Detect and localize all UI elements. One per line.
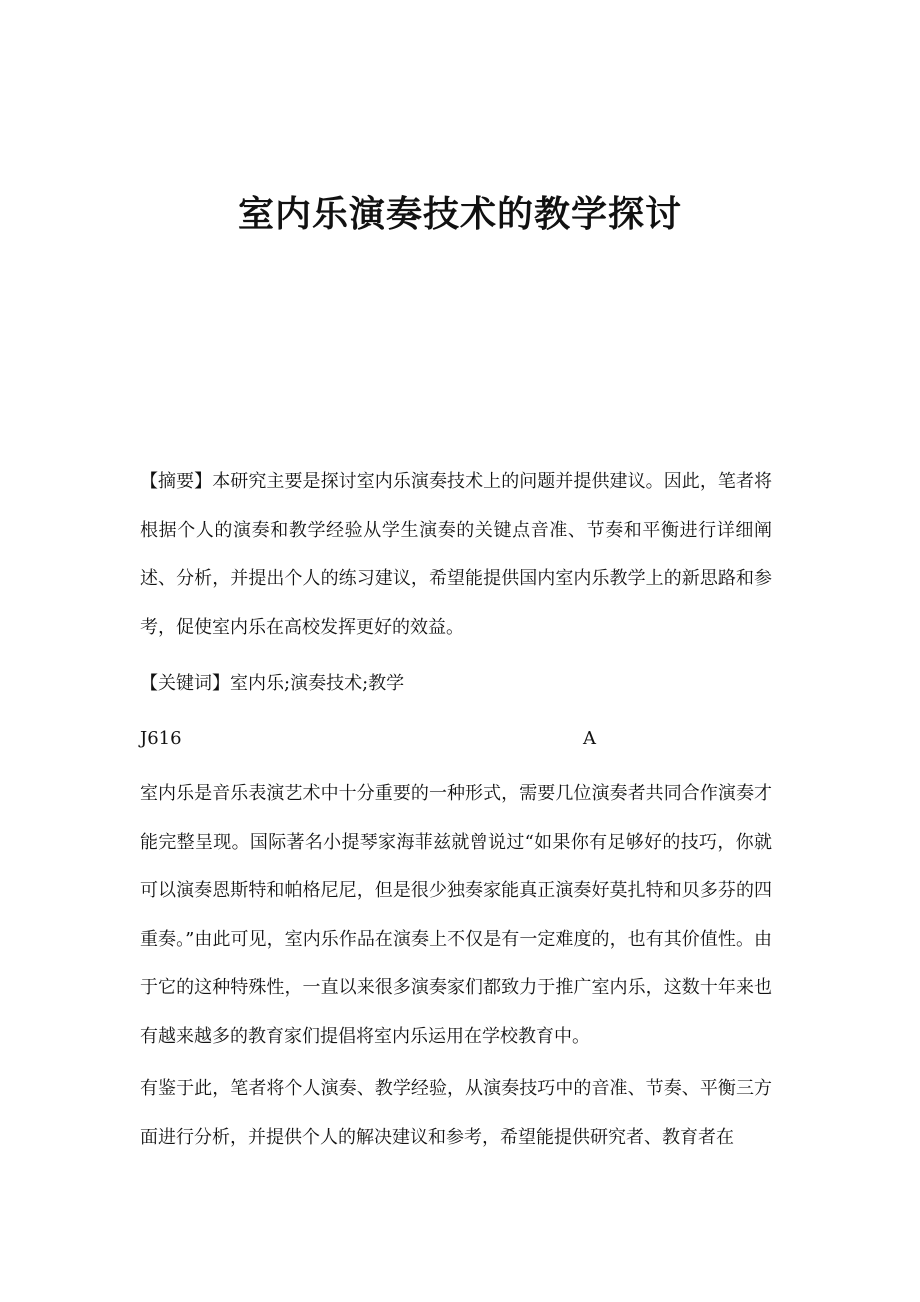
body-paragraph: 室内乐是音乐表演艺术中十分重要的一种形式，需要几位演奏者共同合作演奏才能完整呈现。国际著名小提琴家海菲兹就曾说过“如果你有足够好的技巧，你就可以演奏恩斯特和帕格尼尼，但是很少独奏家能真正演奏好莫扎特和贝多芬的四重奏。”由此可见，室内乐作品在演奏上不仅是有一定难度的，也有其价值性。由于它的这种特殊性，一直以来很多演奏家们都致力于推广室内乐，这数十年来也有越来越多的教育家们提倡将室内乐运用在学校教育中。 (140, 783, 772, 1047)
keywords-text: 室内乐;演奏技术;教学 (230, 673, 405, 694)
abstract-section (140, 458, 772, 652)
clc-number: J616 (140, 728, 182, 749)
body-paragraph: 有鉴于此，笔者将个人演奏、教学经验，从演奏技巧中的音准、节奏、平衡三方面进行分析，并提供个人的解决建议和参考，希望能提供研究者、教育者在 (140, 1078, 772, 1148)
document-title: 室内乐演奏技术的教学探讨 (237, 194, 682, 235)
abstract-label: 【摘要】 (140, 471, 213, 492)
keywords-section (140, 660, 772, 709)
document-code: A (583, 728, 596, 749)
keywords-label: 【关键词】 (140, 673, 230, 694)
abstract-text: 本研究主要是探讨室内乐演奏技术上的问题并提供建议。因此，笔者将根据个人的演奏和教学经验从学生演奏的关键点音准、节奏和平衡进行详细阐述、分析，并提出个人的练习建议，希望能提供国内室内乐教学上的新思路和参考，促使室内乐在高校发挥更好的效益。 (140, 471, 773, 638)
